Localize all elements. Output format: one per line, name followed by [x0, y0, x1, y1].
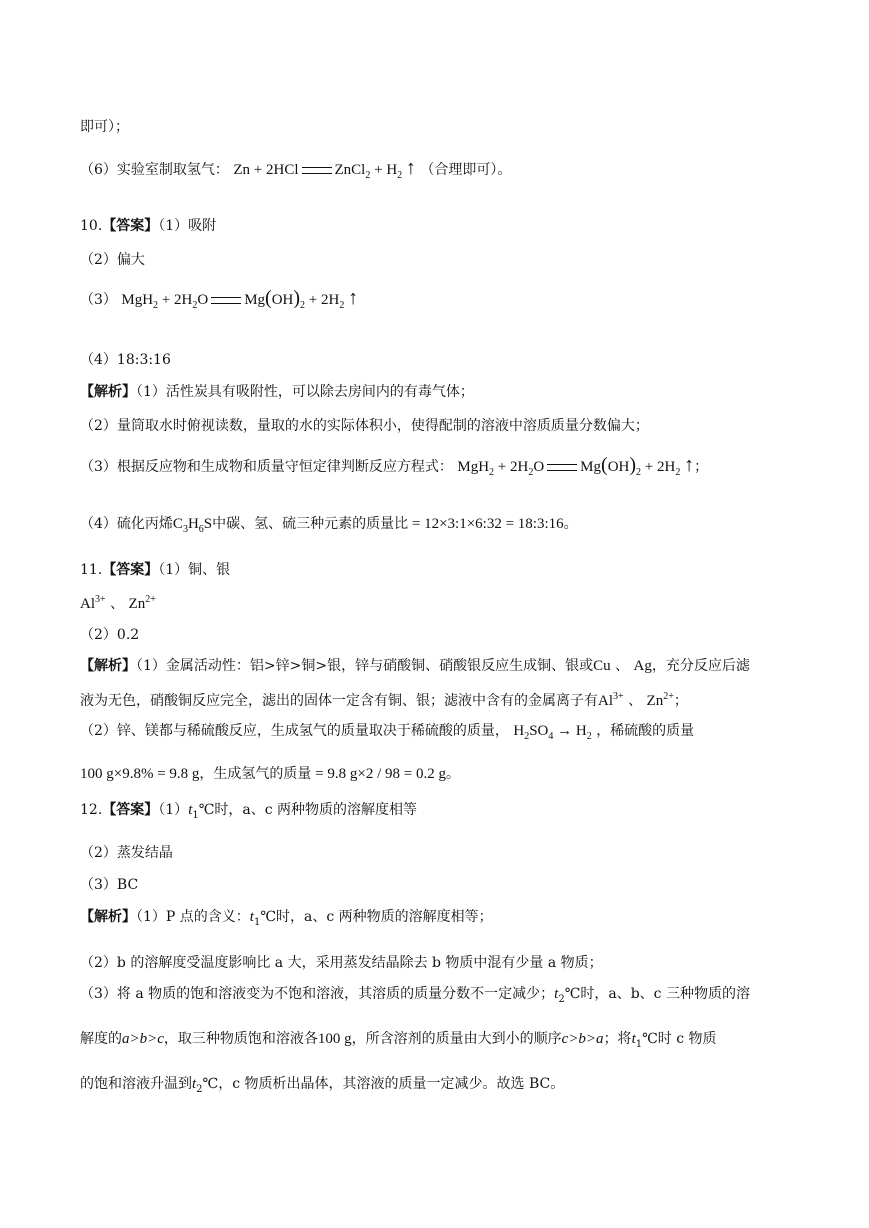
answer-tag: 【答案】 [102, 562, 159, 578]
q11-answer-line: 11.【答案】（1）铜、银 [80, 562, 231, 578]
text-line: （3）根据反应物和生成物和质量守恒定律判断反应方程式： $MgH_2 + 2H_2O$ $Mg(OH)_2 + 2H_2$ ↑； [80, 454, 709, 478]
text-line: 解度的a>b>c，取三种物质饱和溶液各100 g，所含溶剂的质量由大到小的顺序c>b>a；将$t_1℃$时 c 物质 [80, 1031, 717, 1050]
ions-line: $Al^{3+}$ 、 $Zn^{2+}$ [80, 594, 156, 612]
zn-hcl-line [80, 157, 512, 181]
mgh2-equation: $MgH_2 + 2H_2O$ $Mg(OH)_2 + 2H_2$ ↑ [457, 454, 695, 478]
analysis-tag: 【解析】 [80, 658, 136, 674]
equals-sign [302, 167, 332, 174]
text-line: （2）0.2 [80, 627, 140, 643]
answer-tag: 【答案】 [102, 802, 159, 818]
text-line: 的饱和溶液升温到$t_2℃$，c 物质析出晶体，其溶液的质量一定减少。故选 BC。 [80, 1076, 565, 1095]
text: （合理即可）。 [420, 162, 512, 178]
analysis-line: 【解析】（1）活性炭具有吸附性，可以除去房间内的有毒气体； [80, 384, 474, 400]
answer-tag: 【答案】 [102, 218, 159, 234]
analysis-line: 【解析】（1）金属活动性：铝>锌>铜>银，锌与硝酸铜、硝酸银反应生成铜、银或Cu 、 Ag，充分反应后滤 [80, 658, 750, 674]
c3h6s-formula: $C_3H_6S$ [172, 516, 213, 535]
mass-ratio: = 12×3:1×6:32 = 18:3:16 [408, 516, 564, 532]
equals-sign [211, 297, 241, 304]
text-line: （2）锌、镁都与稀硫酸反应，生成氢气的质量取决于稀硫酸的质量， $H_2SO_4 \to H_2$ ，稀硫酸的质量 [80, 723, 695, 742]
text-line: （4）18:3:16 [80, 352, 171, 368]
text-line: （2）偏大 [80, 252, 145, 268]
gas-arrow-icon: ↑ [405, 157, 416, 179]
mgh2-equation: $MgH_2 + 2H_2O$ $Mg(OH)_2 + 2H_2$ ↑ [121, 287, 359, 311]
q10-answer-line: 10.【答案】（1）吸附 [80, 218, 217, 234]
text-line: （4）硫化丙烯$C_3H_6S$中碳、氢、硫三种元素的质量比 = 12×3:1×6:32 = 18:3:16。 [80, 516, 578, 535]
analysis-tag: 【解析】 [80, 384, 136, 400]
text-line: （2）蒸发结晶 [80, 845, 173, 861]
gas-arrow-icon: ↑ [684, 454, 695, 476]
text: （6）实验室制取氢气： [80, 162, 229, 178]
text-line: （3）将 a 物质的饱和溶液变为不饱和溶液，其溶质的质量分数不一定减少；$t_2℃$时，a、b、c 三种物质的溶 [80, 986, 750, 1005]
zn-equation: Zn + 2HCl ZnCl$_2$ + $H_2$ ↑ [233, 157, 416, 181]
text-line: 100 g×9.8% = 9.8 g，生成氢气的质量 = 9.8 g×2 / 98 = 0.2 g。 [80, 766, 460, 782]
text-line [80, 117, 129, 137]
analysis-line: 【解析】（1）P 点的含义：$t_1℃$时，a、c 两种物质的溶解度相等； [80, 909, 493, 928]
analysis-tag: 【解析】 [80, 909, 136, 925]
text-line: 液为无色，硝酸铜反应完全，滤出的固体一定含有铜、银；滤液中含有的金属离子有$Al^{3+}$ 、 $Zn^{2+}$； [80, 691, 688, 709]
text-line: （2）量筒取水时俯视读数，量取的水的实际体积小，使得配制的溶液中溶质质量分数偏大； [80, 418, 649, 434]
equals-sign [547, 464, 577, 471]
q12-answer-line: 12.【答案】$(1)t_1℃$时，a、c 两种物质的溶解度相等 [80, 802, 418, 821]
text-line: （3）BC [80, 877, 139, 893]
mgh2-equation-line: （3） $MgH_2 + 2H_2O$ $Mg(OH)_2 + 2H_2$ ↑ [80, 287, 359, 311]
text-line: （2）b 的溶解度受温度影响比 a 大，采用蒸发结晶除去 b 物质中混有少量 a 物质； [80, 955, 603, 971]
gas-arrow-icon: ↑ [348, 287, 359, 309]
text: 即可）； [80, 119, 129, 135]
